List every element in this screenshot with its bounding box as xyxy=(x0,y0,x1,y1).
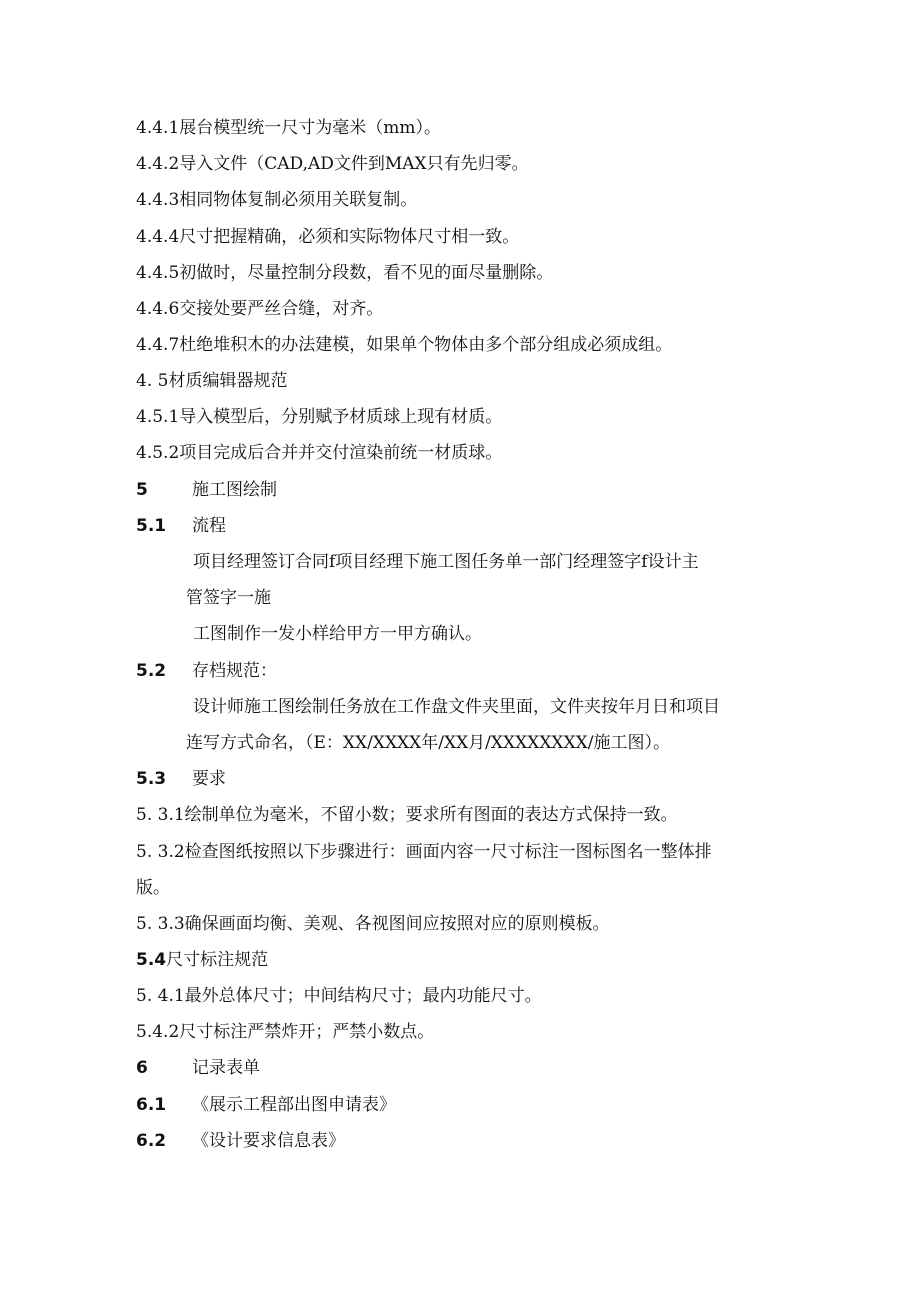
paragraph-line: 工图制作一发小样给甲方一甲方确认。 xyxy=(193,624,482,644)
clause-5-4-2: 5.4.2尺寸标注严禁炸开；严禁小数点。 xyxy=(136,1022,435,1042)
section-number: 5.2 xyxy=(136,661,167,681)
clause-5-4-1: 5. 4.1最外总体尺寸；中间结构尺寸；最内功能尺寸。 xyxy=(136,986,542,1006)
section-number: 4. 5 xyxy=(136,371,169,391)
clause-5-3-3: 5. 3.3确保画面均衡、美观、各视图间应按照对应的原则模板。 xyxy=(136,914,610,934)
section-title: 《展示工程部出图申请表》 xyxy=(192,1095,396,1115)
section-title: 要求 xyxy=(192,769,226,789)
section-5-heading xyxy=(136,478,277,502)
section-number: 5 xyxy=(136,480,148,500)
section-6-2-heading xyxy=(136,1129,345,1153)
clause-4-4-1: 4.4.1展台模型统一尺寸为毫米（mm）。 xyxy=(136,118,441,138)
section-title: 《设计要求信息表》 xyxy=(192,1131,345,1151)
clause-4-4-6: 4.4.6交接处要严丝合缝，对齐。 xyxy=(136,299,384,319)
section-5-4-heading xyxy=(136,948,268,972)
section-number: 6.2 xyxy=(136,1131,167,1151)
clause-5-3-2: 5. 3.2检查图纸按照以下步骤进行：画面内容一尺寸标注一图标图名一整体排 xyxy=(136,842,712,862)
section-title: 施工图绘制 xyxy=(192,480,277,500)
section-4-5-heading xyxy=(136,369,287,393)
paragraph-line: 连写方式命名，（E：XX/XXXX年/XX月/XXXXXXXX/施工图）。 xyxy=(186,733,670,753)
paragraph-line: 管签字一施 xyxy=(186,588,271,608)
section-5-3-heading xyxy=(136,767,226,791)
section-title: 记录表单 xyxy=(192,1058,260,1078)
section-title: 尺寸标注规范 xyxy=(166,950,269,970)
clause-4-4-3: 4.4.3相同物体复制必须用关联复制。 xyxy=(136,190,418,210)
section-title: 存档规范： xyxy=(192,661,277,681)
section-5-2-heading xyxy=(136,659,277,683)
clause-4-4-2: 4.4.2导入文件（CAD,AD文件到MAX只有先归零。 xyxy=(136,154,529,174)
section-6-1-heading xyxy=(136,1093,396,1117)
section-number: 6 xyxy=(136,1058,148,1078)
paragraph-line: 设计师施工图绘制任务放在工作盘文件夹里面，文件夹按年月日和项目 xyxy=(193,697,720,717)
clause-4-4-4: 4.4.4尺寸把握精确，必须和实际物体尺寸相一致。 xyxy=(136,227,520,247)
section-number: 6.1 xyxy=(136,1095,167,1115)
section-title: 材质编辑器规范 xyxy=(168,371,288,391)
section-number: 5.3 xyxy=(136,769,167,789)
clause-4-5-1: 4.5.1导入模型后，分别赋予材质球上现有材质。 xyxy=(136,407,503,427)
clause-4-4-7: 4.4.7杜绝堆积木的办法建模，如果单个物体由多个部分组成必须成组。 xyxy=(136,335,673,355)
section-number: 5.1 xyxy=(136,516,167,536)
paragraph-line: 项目经理签订合同f项目经理下施工图任务单一部门经理签字f设计主 xyxy=(193,552,699,572)
section-number: 5.4 xyxy=(136,950,167,970)
clause-5-3-2-continued: 版。 xyxy=(136,878,170,898)
section-6-heading xyxy=(136,1056,260,1080)
clause-4-5-2: 4.5.2项目完成后合并并交付渲染前统一材质球。 xyxy=(136,443,503,463)
clause-5-3-1: 5. 3.1绘制单位为毫米，不留小数；要求所有图面的表达方式保持一致。 xyxy=(136,805,678,825)
section-5-1-heading xyxy=(136,514,226,538)
section-title: 流程 xyxy=(192,516,226,536)
clause-4-4-5: 4.4.5初做时，尽量控制分段数，看不见的面尽量删除。 xyxy=(136,263,554,283)
